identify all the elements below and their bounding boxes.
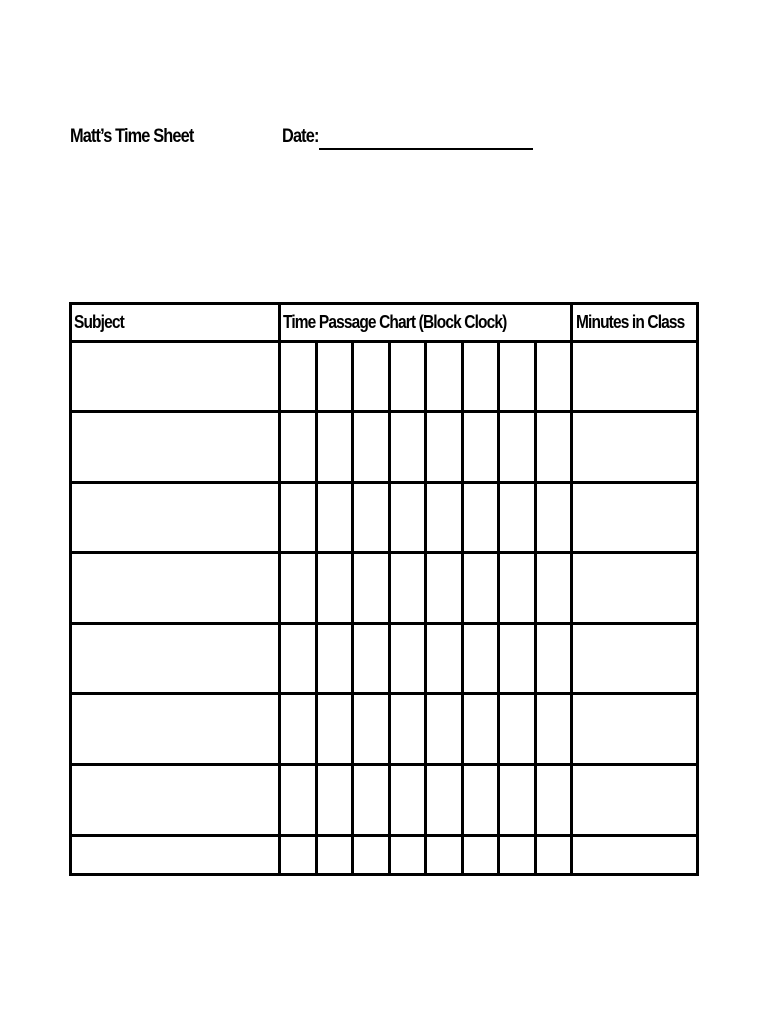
block-clock-cell[interactable] — [500, 343, 534, 410]
block-clock-cell[interactable] — [318, 554, 351, 622]
block-clock-cell[interactable] — [318, 625, 351, 692]
block-clock-cell[interactable] — [427, 766, 461, 834]
block-clock-cell[interactable] — [500, 625, 534, 692]
subject-cell[interactable] — [72, 837, 278, 873]
time-sheet-table — [68, 302, 698, 874]
column-header-minutes-in-class: Minutes in Class — [576, 312, 685, 332]
sheet-title: Matt’s Time Sheet — [70, 126, 194, 147]
block-clock-cell[interactable] — [427, 695, 461, 763]
block-clock-cell[interactable] — [537, 625, 570, 692]
minutes-cell[interactable] — [573, 484, 696, 551]
block-clock-cell[interactable] — [281, 484, 315, 551]
minutes-cell[interactable] — [573, 413, 696, 481]
block-clock-cell[interactable] — [354, 554, 388, 622]
block-clock-cell[interactable] — [391, 413, 424, 481]
block-clock-cell[interactable] — [391, 484, 424, 551]
minutes-cell[interactable] — [573, 554, 696, 622]
block-clock-cell[interactable] — [281, 837, 315, 873]
block-clock-cell[interactable] — [464, 413, 497, 481]
subject-cell[interactable] — [72, 625, 278, 692]
block-clock-cell[interactable] — [281, 625, 315, 692]
block-clock-cell[interactable] — [427, 343, 461, 410]
block-clock-cell[interactable] — [500, 413, 534, 481]
table-row-border — [69, 302, 699, 305]
column-header-time-passage-chart: Time Passage Chart (Block Clock) — [283, 312, 507, 332]
block-clock-cell[interactable] — [427, 554, 461, 622]
block-clock-cell[interactable] — [281, 766, 315, 834]
block-clock-cell[interactable] — [500, 766, 534, 834]
block-clock-cell[interactable] — [427, 413, 461, 481]
block-clock-cell[interactable] — [537, 484, 570, 551]
block-clock-cell[interactable] — [464, 766, 497, 834]
minutes-cell[interactable] — [573, 625, 696, 692]
block-clock-cell[interactable] — [318, 484, 351, 551]
minutes-cell[interactable] — [573, 343, 696, 410]
block-clock-cell[interactable] — [391, 625, 424, 692]
block-clock-cell[interactable] — [354, 484, 388, 551]
block-clock-cell[interactable] — [464, 484, 497, 551]
date-field-line[interactable] — [319, 148, 533, 150]
block-clock-cell[interactable] — [537, 695, 570, 763]
block-clock-cell[interactable] — [354, 413, 388, 481]
subject-cell[interactable] — [72, 695, 278, 763]
block-clock-cell[interactable] — [500, 695, 534, 763]
block-clock-cell[interactable] — [281, 343, 315, 410]
block-clock-cell[interactable] — [391, 554, 424, 622]
block-clock-cell[interactable] — [464, 625, 497, 692]
block-clock-cell[interactable] — [318, 837, 351, 873]
block-clock-cell[interactable] — [391, 343, 424, 410]
table-column-border — [696, 302, 699, 876]
subject-cell[interactable] — [72, 413, 278, 481]
block-clock-cell[interactable] — [464, 695, 497, 763]
block-clock-cell[interactable] — [354, 695, 388, 763]
subject-cell[interactable] — [72, 484, 278, 551]
date-label: Date: — [282, 126, 319, 147]
block-clock-cell[interactable] — [537, 766, 570, 834]
minutes-cell[interactable] — [573, 837, 696, 873]
block-clock-cell[interactable] — [318, 695, 351, 763]
block-clock-cell[interactable] — [354, 766, 388, 834]
block-clock-cell[interactable] — [281, 695, 315, 763]
subject-cell[interactable] — [72, 554, 278, 622]
block-clock-cell[interactable] — [537, 554, 570, 622]
minutes-cell[interactable] — [573, 766, 696, 834]
block-clock-cell[interactable] — [318, 413, 351, 481]
minutes-cell[interactable] — [573, 695, 696, 763]
block-clock-cell[interactable] — [354, 625, 388, 692]
block-clock-cell[interactable] — [427, 837, 461, 873]
block-clock-cell[interactable] — [500, 837, 534, 873]
column-header-subject: Subject — [74, 312, 124, 332]
block-clock-cell[interactable] — [464, 554, 497, 622]
block-clock-cell[interactable] — [391, 766, 424, 834]
block-clock-cell[interactable] — [318, 766, 351, 834]
block-clock-cell[interactable] — [500, 484, 534, 551]
block-clock-cell[interactable] — [391, 837, 424, 873]
block-clock-cell[interactable] — [464, 837, 497, 873]
block-clock-cell[interactable] — [464, 343, 497, 410]
block-clock-cell[interactable] — [537, 343, 570, 410]
block-clock-cell[interactable] — [281, 554, 315, 622]
block-clock-cell[interactable] — [354, 837, 388, 873]
block-clock-cell[interactable] — [500, 554, 534, 622]
block-clock-cell[interactable] — [537, 413, 570, 481]
block-clock-cell[interactable] — [427, 484, 461, 551]
block-clock-cell[interactable] — [281, 413, 315, 481]
block-clock-cell[interactable] — [537, 837, 570, 873]
subject-cell[interactable] — [72, 766, 278, 834]
block-clock-cell[interactable] — [354, 343, 388, 410]
table-row-border — [69, 873, 699, 876]
block-clock-cell[interactable] — [391, 695, 424, 763]
subject-cell[interactable] — [72, 343, 278, 410]
block-clock-cell[interactable] — [318, 343, 351, 410]
block-clock-cell[interactable] — [427, 625, 461, 692]
